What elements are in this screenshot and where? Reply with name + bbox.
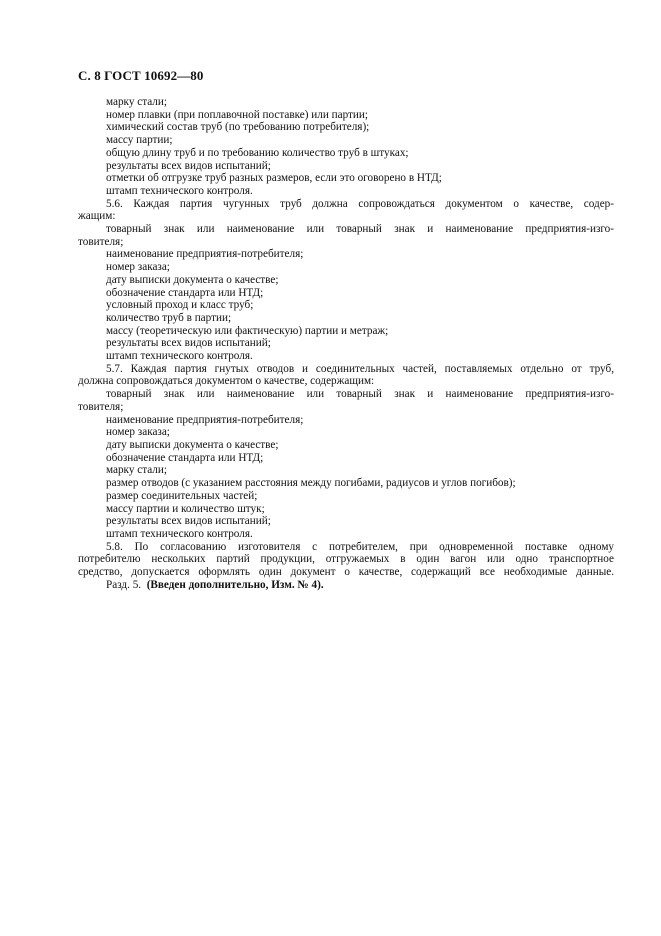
text-line: результаты всех видов испытаний; (106, 337, 271, 350)
text-line: 5.8. По согласованию изготовителя с потребителем, при одновременной поставке одному (106, 540, 614, 553)
section-note (78, 579, 614, 592)
text-line: товителя; (78, 400, 124, 413)
text-line: средство, допускается оформлять один документ о качестве, содержащий все необходимые данные. (78, 566, 614, 579)
text-lines (78, 96, 614, 579)
text-line: номер плавки (при поплавочной поставке) или партии; (106, 108, 369, 121)
text-line: общую длину труб и по требованию количество труб в штуках; (106, 146, 409, 159)
text-line: товарный знак или наименование или товарный знак и наименование предприятия-изго- (106, 388, 614, 401)
text-line: дату выписки документа о качестве; (106, 438, 279, 451)
text-line: потребителю нескольких партий продукции, отгружаемых в один вагон или одно транспортное (78, 553, 614, 566)
text-line: обозначение стандарта или НТД; (106, 451, 264, 464)
text-line: массу партии; (106, 134, 173, 147)
text-line: наименование предприятия-потребителя; (106, 413, 304, 426)
text-line: размер отводов (с указанием расстояния между погибами, радиусов и углов погибов); (106, 477, 516, 490)
text-line: номер заказа; (106, 426, 170, 439)
text-line: условный проход и класс труб; (106, 299, 254, 312)
text-line: товителя; (78, 235, 124, 248)
text-line: массу партии и количество штук; (106, 502, 265, 515)
text-line: марку стали; (106, 464, 167, 477)
text-line: отметки об отгрузке труб разных размеров, если это оговорено в НТД; (106, 172, 442, 185)
text-line: 5.7. Каждая партия гнутых отводов и соединительных частей, поставляемых отдельно от труб, (106, 362, 614, 375)
text-line: марку стали; (106, 96, 167, 108)
text-line: штамп технического контроля. (106, 527, 253, 540)
text-line: массу (теоретическую или фактическую) партии и метраж; (106, 324, 389, 337)
text-line: результаты всех видов испытаний; (106, 159, 271, 172)
text-line: должна сопровождаться документом о качестве, содержащим: (78, 375, 375, 388)
text-line: наименование предприятия-потребителя; (106, 248, 304, 261)
text-line: номер заказа; (106, 261, 170, 274)
text-line: штамп технического контроля. (106, 350, 253, 363)
section-note-label: Разд. 5. (106, 578, 142, 591)
text-line: результаты всех видов испытаний; (106, 515, 271, 528)
text-line: штамп технического контроля. (106, 184, 253, 197)
text-line: обозначение стандарта или НТД; (106, 286, 264, 299)
document-body (78, 96, 614, 591)
text-line: химический состав труб (по требованию потребителя); (106, 121, 370, 134)
text-line: дату выписки документа о качестве; (106, 273, 279, 286)
text-line: товарный знак или наименование или товарный знак и наименование предприятия-изго- (106, 223, 614, 236)
text-line: размер соединительных частей; (106, 489, 258, 502)
section-note-amendment: (Введен дополнительно, Изм. № 4). (146, 578, 324, 591)
page-header: С. 8 ГОСТ 10692—80 (78, 68, 204, 83)
text-line: жащим: (78, 210, 116, 223)
text-line: 5.6. Каждая партия чугунных труб должна сопровождаться документом о качестве, содер- (106, 197, 614, 210)
text-line: количество труб в партии; (106, 311, 232, 324)
